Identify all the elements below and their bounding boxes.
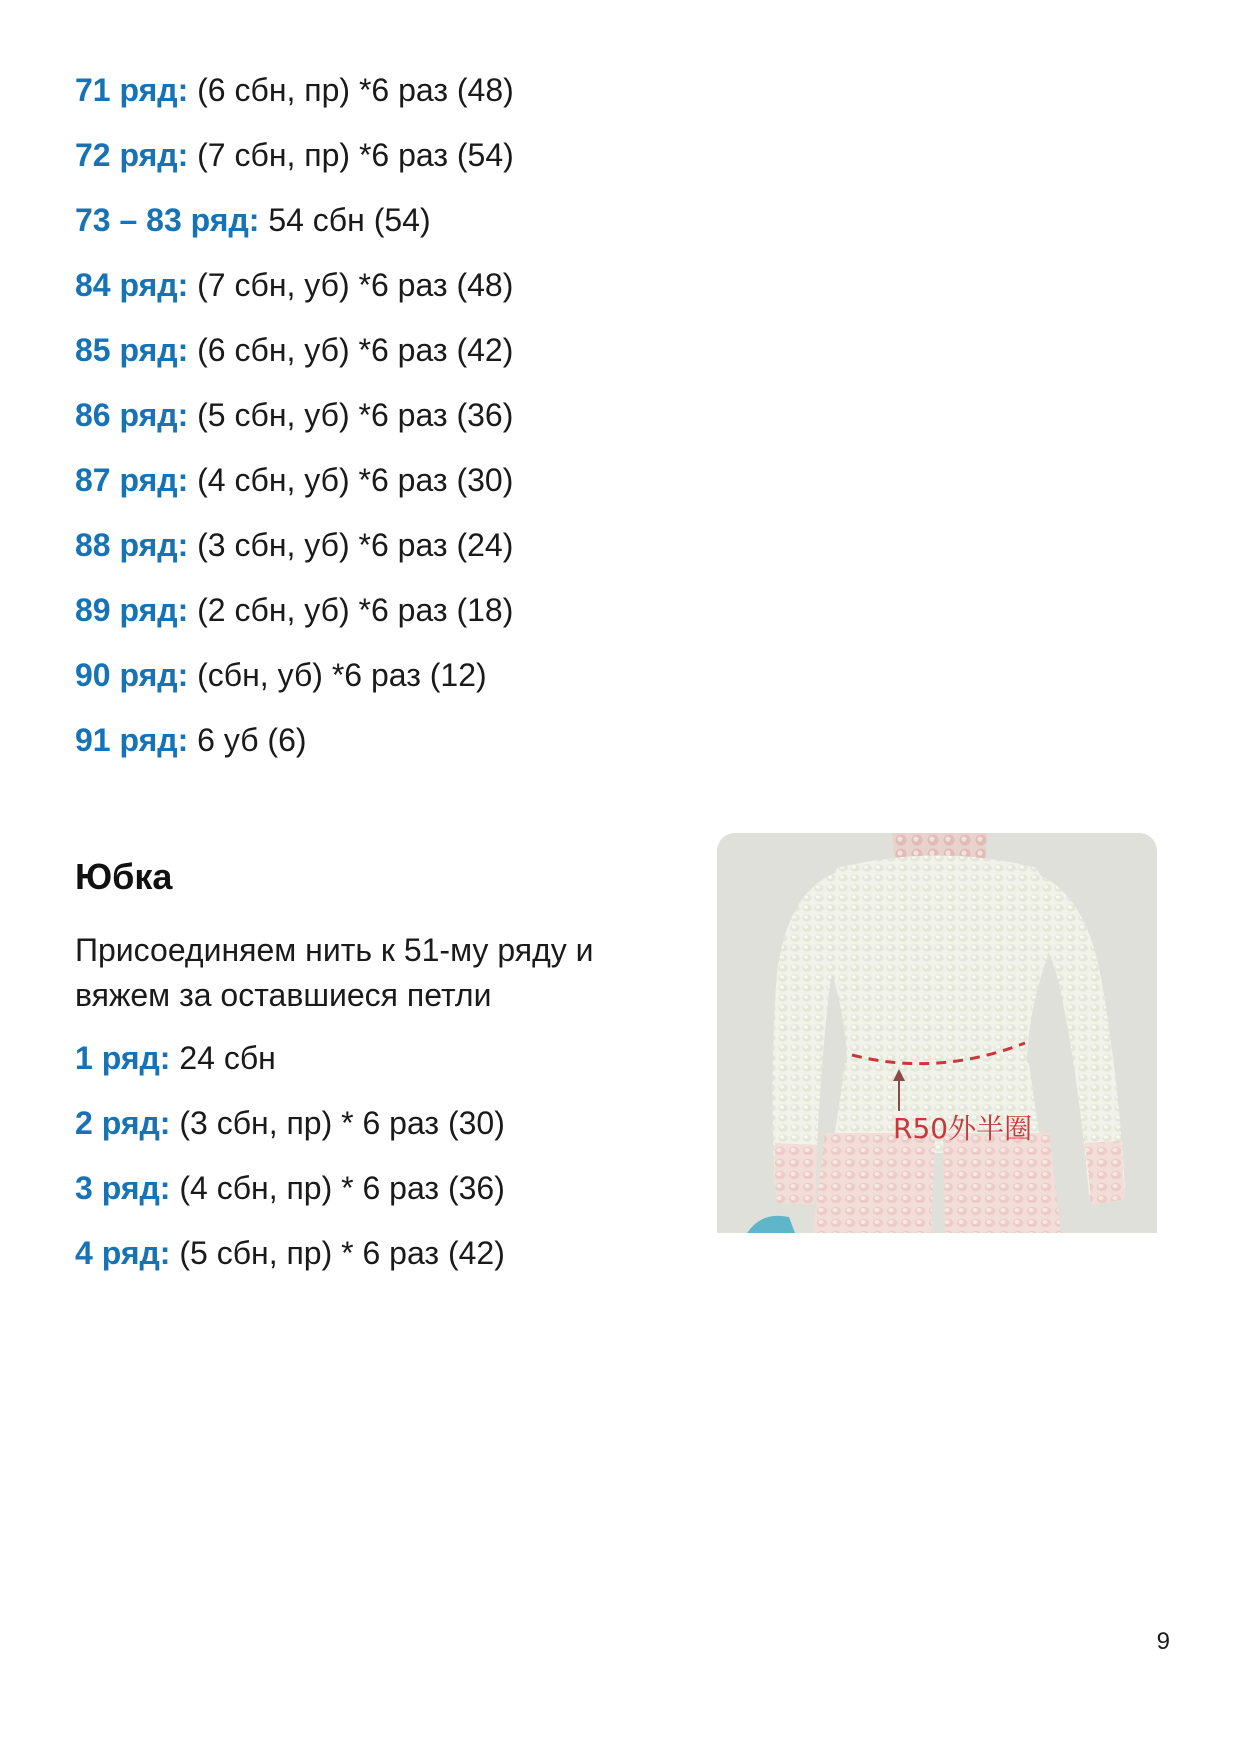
row-label: 1 ряд: xyxy=(75,1040,171,1076)
row-84 xyxy=(75,265,635,305)
row-text: (5 сбн, уб) *6 раз (36) xyxy=(188,397,514,433)
skirt-intro xyxy=(75,928,655,1018)
row-text: 6 уб (6) xyxy=(188,722,307,758)
skirt-row-3 xyxy=(75,1168,655,1208)
row-text: (4 сбн, пр) * 6 раз (36) xyxy=(170,1170,505,1206)
row-text: 54 сбн (54) xyxy=(259,202,431,238)
right-leg-shape xyxy=(943,1133,1061,1233)
row-text: (6 сбн, уб) *6 раз (42) xyxy=(188,332,514,368)
row-91 xyxy=(75,720,635,760)
row-label: 4 ряд: xyxy=(75,1235,171,1271)
row-label: 84 ряд: xyxy=(75,267,189,303)
skirt-row-1 xyxy=(75,1038,655,1078)
row-label: 89 ряд: xyxy=(75,592,189,628)
row-label: 72 ряд: xyxy=(75,137,189,173)
skirt-intro-line-2: вяжем за оставшиеся петли xyxy=(75,977,492,1013)
row-text: (сбн, уб) *6 раз (12) xyxy=(188,657,487,693)
skirt-row-2 xyxy=(75,1103,655,1143)
row-text: (5 сбн, пр) * 6 раз (42) xyxy=(170,1235,505,1271)
page-number: 9 xyxy=(1156,1628,1170,1655)
row-72 xyxy=(75,135,635,175)
right-hand-shape xyxy=(1085,1141,1125,1205)
row-text: (3 сбн, уб) *6 раз (24) xyxy=(188,527,514,563)
row-label: 86 ряд: xyxy=(75,397,189,433)
row-label: 91 ряд: xyxy=(75,722,189,758)
torso-shape xyxy=(825,856,1051,1069)
row-text: (3 сбн, пр) * 6 раз (30) xyxy=(170,1105,505,1141)
row-88 xyxy=(75,525,635,565)
row-text: (6 сбн, пр) *6 раз (48) xyxy=(188,72,514,108)
skirt-rows-list xyxy=(75,1038,655,1298)
skirt-intro-line-1: Присоединяем нить к 51-му ряду и xyxy=(75,932,594,968)
row-label: 85 ряд: xyxy=(75,332,189,368)
row-label: 2 ряд: xyxy=(75,1105,171,1141)
row-label: 73 – 83 ряд: xyxy=(75,202,260,238)
doll-body-illustration xyxy=(717,833,1157,1233)
left-hand-shape xyxy=(774,1143,817,1205)
photo-annotation: R50外半圈 xyxy=(893,1112,1033,1145)
row-89 xyxy=(75,590,635,630)
row-86 xyxy=(75,395,635,435)
skirt-row-4 xyxy=(75,1233,655,1273)
row-label: 71 ряд: xyxy=(75,72,189,108)
row-label: 88 ряд: xyxy=(75,527,189,563)
row-87 xyxy=(75,460,635,500)
doll-body-photo xyxy=(717,833,1157,1233)
row-text: (4 сбн, уб) *6 раз (30) xyxy=(188,462,514,498)
skirt-section-title: Юбка xyxy=(75,856,173,897)
row-label: 90 ряд: xyxy=(75,657,189,693)
row-90 xyxy=(75,655,635,695)
row-73-83 xyxy=(75,200,635,240)
rows-list-top xyxy=(75,70,635,785)
left-leg-shape xyxy=(813,1133,935,1233)
row-text: (2 сбн, уб) *6 раз (18) xyxy=(188,592,514,628)
row-label: 87 ряд: xyxy=(75,462,189,498)
row-text: (7 сбн, уб) *6 раз (48) xyxy=(188,267,514,303)
row-71 xyxy=(75,70,635,110)
row-text: (7 сбн, пр) *6 раз (54) xyxy=(188,137,514,173)
row-text: 24 сбн xyxy=(170,1040,276,1076)
row-85 xyxy=(75,330,635,370)
row-label: 3 ряд: xyxy=(75,1170,171,1206)
